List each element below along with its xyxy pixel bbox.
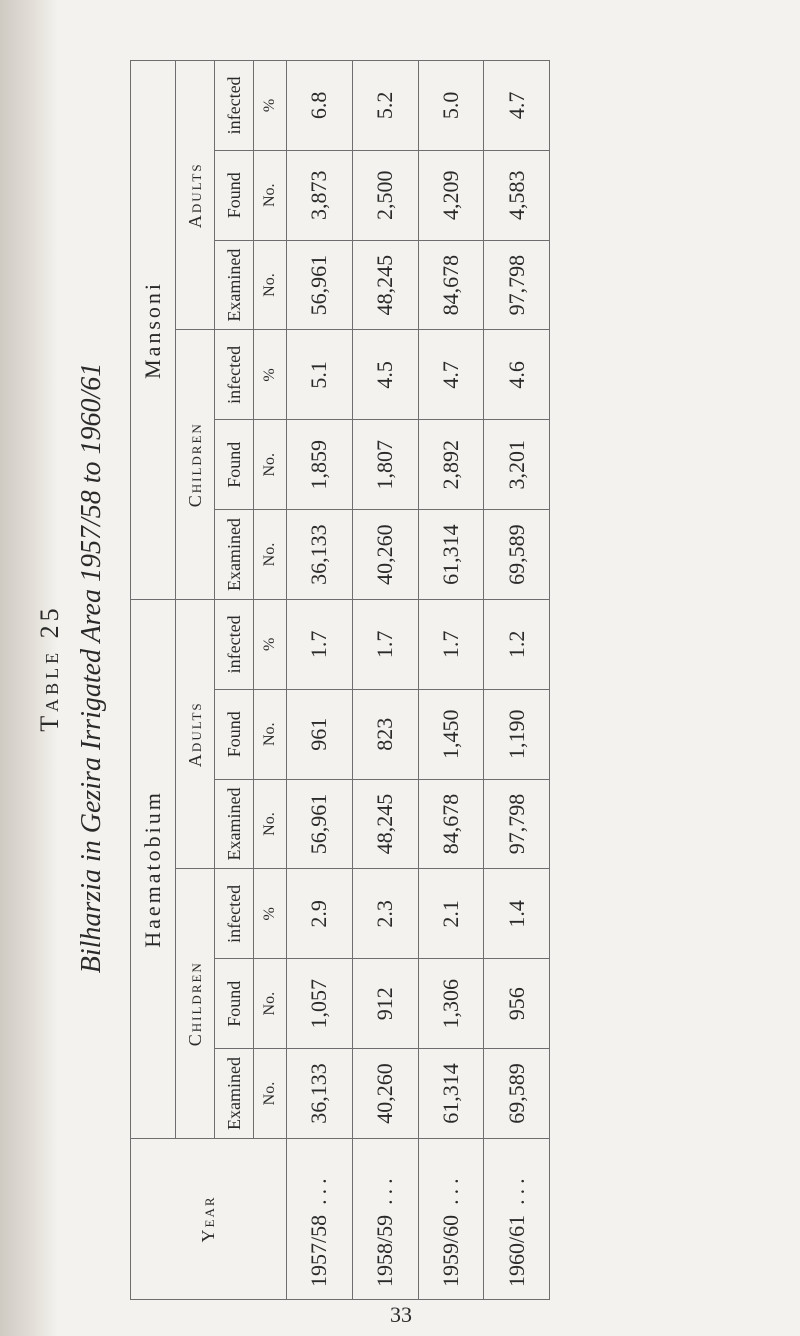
- table-cell: 97,798: [484, 779, 550, 869]
- column-header-examined: Examined: [215, 1049, 254, 1139]
- column-header-found: Found: [215, 150, 254, 240]
- table-row: [287, 61, 353, 1300]
- table-cell: 5.1: [287, 330, 353, 420]
- table-cell: 4,209: [418, 150, 484, 240]
- column-unit: No.: [254, 1049, 287, 1139]
- column-unit: No.: [254, 779, 287, 869]
- table-cell: 61,314: [418, 510, 484, 600]
- column-header-infected: infected: [215, 61, 254, 151]
- year-cell: [418, 1138, 484, 1299]
- table-title: Bilharzia in Gezira Irrigated Area 1957/58 to 1960/61: [76, 362, 107, 974]
- table-cell: 2.3: [352, 869, 418, 959]
- year-label: 1960/61: [503, 1214, 529, 1287]
- table-cell: 2.1: [418, 869, 484, 959]
- year-label: 1957/58: [306, 1214, 332, 1287]
- table-cell: 2,892: [418, 420, 484, 510]
- table-cell: 823: [352, 689, 418, 779]
- table-cell: 5.0: [418, 61, 484, 151]
- table-row: [418, 61, 484, 1300]
- subgroup-header-haematobium-adults: Adults: [176, 599, 215, 868]
- table-cell: 69,589: [484, 510, 550, 600]
- table-cell: 1.4: [484, 869, 550, 959]
- table-cell: 56,961: [287, 240, 353, 330]
- column-unit: No.: [254, 150, 287, 240]
- table-cell: 61,314: [418, 1049, 484, 1139]
- page-number: 33: [390, 1302, 412, 1327]
- table-cell: 4.5: [352, 330, 418, 420]
- table-row: [484, 61, 550, 1300]
- subgroup-header-haematobium-children: Children: [176, 869, 215, 1138]
- table-cell: 4.6: [484, 330, 550, 420]
- table-cell: 1,190: [484, 689, 550, 779]
- column-header-infected: infected: [215, 330, 254, 420]
- table-cell: 84,678: [418, 240, 484, 330]
- year-label: 1958/59: [372, 1214, 398, 1287]
- table-cell: 4,583: [484, 150, 550, 240]
- column-header-infected: infected: [215, 599, 254, 689]
- column-unit: %: [254, 599, 287, 689]
- bilharzia-table: [130, 60, 550, 1300]
- table-number: Table 25: [35, 604, 64, 732]
- rotated-table-wrapper: [130, 60, 550, 1300]
- table-cell: 3,873: [287, 150, 353, 240]
- column-header-examined: Examined: [215, 240, 254, 330]
- column-header-infected: infected: [215, 869, 254, 959]
- table-cell: 48,245: [352, 240, 418, 330]
- column-header-found: Found: [215, 689, 254, 779]
- table-cell: 40,260: [352, 1049, 418, 1139]
- column-header-found: Found: [215, 420, 254, 510]
- table-cell: 1,057: [287, 959, 353, 1049]
- leader-dots: ...: [437, 1173, 463, 1205]
- table-cell: 1.7: [352, 599, 418, 689]
- table-cell: 2.9: [287, 869, 353, 959]
- table-cell: 956: [484, 959, 550, 1049]
- table-cell: 84,678: [418, 779, 484, 869]
- year-label: 1959/60: [437, 1214, 463, 1287]
- column-unit: No.: [254, 240, 287, 330]
- table-cell: 36,133: [287, 1049, 353, 1139]
- table-cell: 4.7: [484, 61, 550, 151]
- column-header-examined: Examined: [215, 510, 254, 600]
- table-cell: 69,589: [484, 1049, 550, 1139]
- table-cell: 6.8: [287, 61, 353, 151]
- leader-dots: ...: [372, 1173, 398, 1205]
- table-cell: 1,450: [418, 689, 484, 779]
- table-cell: 1.2: [484, 599, 550, 689]
- table-cell: 97,798: [484, 240, 550, 330]
- year-header: Year: [131, 1138, 287, 1299]
- column-unit: No.: [254, 959, 287, 1049]
- table-cell: 1.7: [418, 599, 484, 689]
- column-unit: %: [254, 869, 287, 959]
- table-cell: 961: [287, 689, 353, 779]
- table-cell: 1.7: [287, 599, 353, 689]
- group-header-haematobium: Haematobium: [131, 599, 176, 1138]
- column-unit: %: [254, 61, 287, 151]
- column-header-found: Found: [215, 959, 254, 1049]
- column-unit: No.: [254, 420, 287, 510]
- table-cell: 5.2: [352, 61, 418, 151]
- table-cell: 40,260: [352, 510, 418, 600]
- table-cell: 3,201: [484, 420, 550, 510]
- table-cell: 1,807: [352, 420, 418, 510]
- column-unit: %: [254, 330, 287, 420]
- table-cell: 1,859: [287, 420, 353, 510]
- leader-dots: ...: [503, 1173, 529, 1205]
- table-cell: 912: [352, 959, 418, 1049]
- subgroup-header-mansoni-adults: Adults: [176, 61, 215, 330]
- year-cell: [287, 1138, 353, 1299]
- table-row: [352, 61, 418, 1300]
- column-unit: No.: [254, 510, 287, 600]
- leader-dots: ...: [306, 1173, 332, 1205]
- column-unit: No.: [254, 689, 287, 779]
- year-cell: [484, 1138, 550, 1299]
- table-cell: 48,245: [352, 779, 418, 869]
- group-header-mansoni: Mansoni: [131, 61, 176, 600]
- year-cell: [352, 1138, 418, 1299]
- table-cell: 1,306: [418, 959, 484, 1049]
- table-cell: 2,500: [352, 150, 418, 240]
- table-cell: 56,961: [287, 779, 353, 869]
- table-cell: 36,133: [287, 510, 353, 600]
- table-cell: 4.7: [418, 330, 484, 420]
- column-header-examined: Examined: [215, 779, 254, 869]
- subgroup-header-mansoni-children: Children: [176, 330, 215, 599]
